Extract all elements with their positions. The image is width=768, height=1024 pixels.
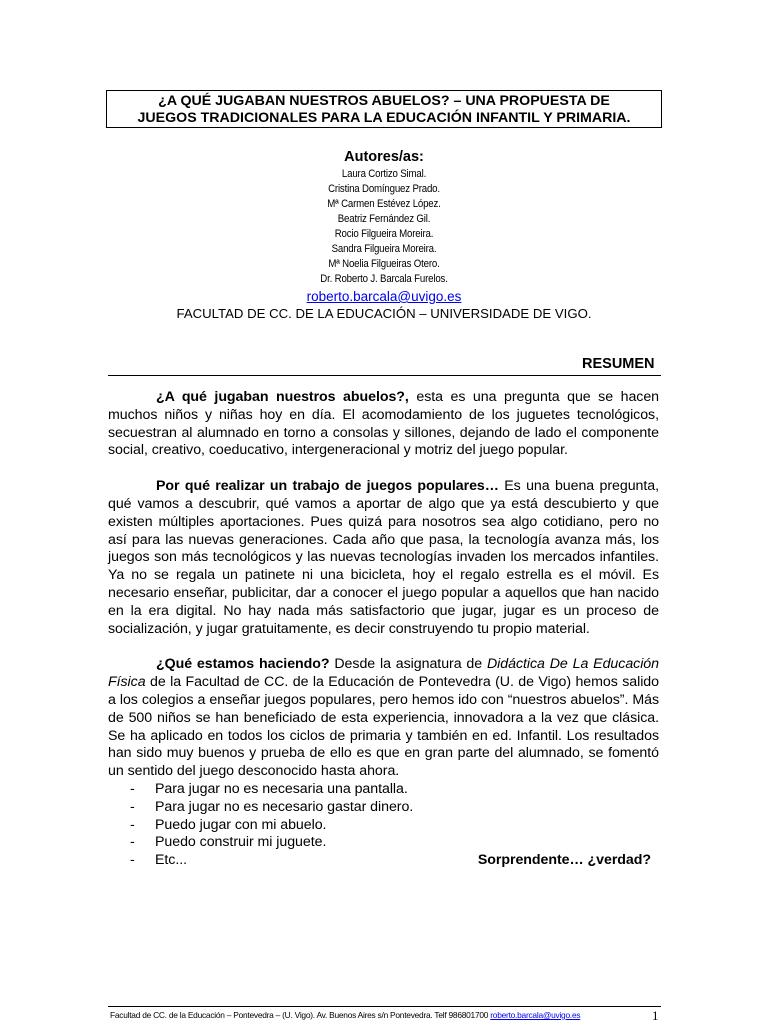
- page-footer: [110, 1010, 666, 1020]
- list-item-text: Etc...: [155, 852, 188, 869]
- paragraph-2: [108, 478, 659, 638]
- footer-divider: [108, 1006, 661, 1007]
- footer-address: Facultad de CC. de la Educación – Pontevedra – (U. Vigo). Av. Buenos Aires s/n Pontevedra. Telf 986801700: [110, 1010, 491, 1020]
- paragraph-3-lead: ¿Qué estamos haciendo?: [156, 656, 330, 673]
- author-name: Dr. Roberto J. Barcala Furelos.: [320, 273, 448, 285]
- list-dash: -: [130, 816, 135, 833]
- author-name: Beatriz Fernández Gil.: [337, 213, 431, 225]
- section-divider: [108, 375, 661, 376]
- benefits-list: [108, 781, 659, 870]
- list-dash: -: [130, 834, 135, 851]
- list-item-text: Para jugar no es necesaria una pantalla.: [155, 780, 408, 797]
- author-name: Rocio Filgueira Moreira.: [334, 228, 434, 240]
- title-line-1: ¿A QUÉ JUGABAN NUESTROS ABUELOS? – UNA PROPUESTA DE: [158, 93, 610, 109]
- list-item: [108, 817, 659, 835]
- faculty-affiliation: FACULTAD DE CC. DE LA EDUCACIÓN – UNIVERSIDADE DE VIGO.: [176, 306, 592, 321]
- list-dash: -: [130, 798, 135, 815]
- author-name: Sandra Filgueira Moreira.: [331, 243, 437, 255]
- paragraph-2-lead: Por qué realizar un trabajo de juegos populares…: [156, 478, 499, 495]
- title-box: [106, 90, 662, 128]
- list-item-text: Puedo construir mi juguete.: [155, 834, 327, 851]
- paragraph-3-text-a: Desde la asignatura de: [329, 656, 487, 673]
- list-item: [108, 852, 659, 870]
- list-item: [108, 799, 659, 817]
- section-heading-resumen: RESUMEN: [582, 356, 655, 372]
- author-name: Cristina Domínguez Prado.: [328, 183, 440, 195]
- abstract-body: [108, 389, 659, 870]
- list-dash: -: [130, 780, 135, 797]
- list-item: [108, 781, 659, 799]
- list-item: [108, 834, 659, 852]
- authors-block: [0, 148, 768, 322]
- authors-heading: Autores/as:: [344, 149, 424, 165]
- list-item-text: Para jugar no es necesario gastar dinero.: [155, 798, 414, 815]
- paragraph-3-subject: Didáctica De La Educación Física: [108, 656, 659, 691]
- list-item-text: Puedo jugar con mi abuelo.: [155, 816, 327, 833]
- paragraph-2-text: Es una buena pregunta, qué vamos a descubrir, qué vamos a aportar de algo que ya está descubierto y que existen múltiples aportaciones. Pues quizá para nosotros sea algo cotidiano, pero no así para las nuevas generaciones. Cada año que pasa, la tecnología avanza más, los juegos son más tecnológicos y las nuevas tecnologías invaden los mercados infantiles. Ya no se regala un patinete ni una bicicleta, hoy el regalo estrella es el móvil. Es necesario enseñar, publicitar, dar a conocer el juego popular a aquellos que han nacido en la era digital. No hay nada más satisfactorio que jugar, jugar es un proceso de socialización, y jugar gratuitamente, es decir construyendo tu propio material.: [108, 478, 660, 637]
- list-dash: -: [130, 852, 135, 869]
- paragraph-3: [108, 656, 659, 781]
- page-number: 1: [652, 1008, 659, 1023]
- author-email-link[interactable]: roberto.barcala@uvigo.es: [306, 289, 462, 304]
- footer-email-link[interactable]: roberto.barcala@uvigo.es: [490, 1010, 581, 1020]
- author-name: Mª Noelia Filgueiras Otero.: [328, 258, 440, 270]
- paragraph-3-text-b: de la Facultad de CC. de la Educación de Pontevedra (U. de Vigo) hemos salido a los colegios a enseñar juegos populares, pero hemos ido con “nuestros abuelos”. Más de 500 niños se han beneficiado de esta experiencia, innovadora a la vez que clásica. Se ha aplicado en todos los ciclos de primaria y también en ed. Infantil. Los resultados han sido muy buenos y prueba de ello es que en gran parte del alumnado, se fomentó un sentido del juego desconocido hasta ahora.: [108, 674, 659, 780]
- closing-remark: Sorprendente… ¿verdad?: [477, 852, 651, 869]
- paragraph-1-text: esta es una pregunta que se hacen muchos niños y niñas hoy en día. El acomodamiento de los juguetes tecnológicos, secuestran al alumnado en torno a consolas y sillones, dejando de lado el componente social, creativo, coeducativo, intergeneracional y motriz del juego popular.: [108, 389, 660, 459]
- title-line-2: JUEGOS TRADICIONALES PARA LA EDUCACIÓN INFANTIL Y PRIMARIA.: [137, 110, 631, 126]
- author-name: Mª Carmen Estévez López.: [327, 198, 441, 210]
- paragraph-1-lead: ¿A qué jugaban nuestros abuelos?,: [156, 389, 409, 405]
- paragraph-1: [108, 389, 659, 460]
- author-name: Laura Cortizo Simal.: [341, 168, 427, 180]
